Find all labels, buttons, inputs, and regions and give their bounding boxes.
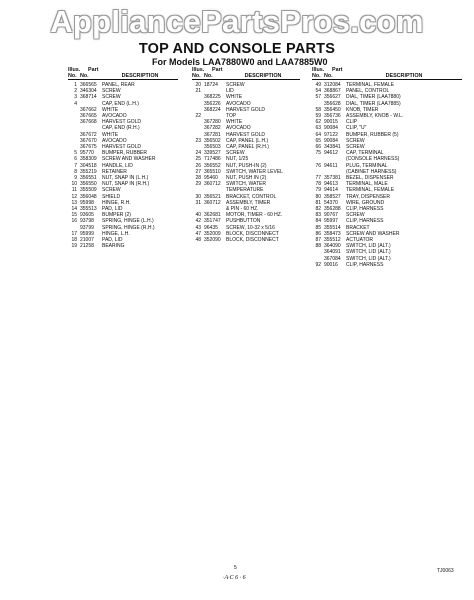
part-number: 356503 xyxy=(204,143,221,150)
illus-number: 7 xyxy=(74,162,77,169)
parts-row xyxy=(68,243,178,249)
part-number: 312084 xyxy=(324,81,341,88)
column-header xyxy=(192,73,300,80)
header-part: Part xyxy=(88,67,99,73)
header-no: No. xyxy=(312,73,321,80)
part-number: 368714 xyxy=(80,94,97,101)
illus-number: 79 xyxy=(315,187,321,194)
part-number: 351747 xyxy=(204,218,221,225)
part-number: 21258 xyxy=(80,243,94,250)
header-part-no: No. xyxy=(324,73,333,80)
part-description: TERMINAL, FEMALE xyxy=(346,187,395,194)
illus-number: 16 xyxy=(71,218,77,225)
part-description: & PIN - 60 HZ. xyxy=(226,205,259,212)
part-description: SCREW xyxy=(346,143,365,150)
part-number: 90016 xyxy=(324,261,338,268)
part-description: SWITCH, WATER xyxy=(226,181,266,188)
part-description: CLIP, HARNESS xyxy=(346,205,384,212)
part-description: SCREW, 10-32 x 5/16 xyxy=(226,224,275,231)
part-description: PUSHBUTTON xyxy=(226,218,261,225)
part-number: 356628 xyxy=(324,100,341,107)
illus-number: 24 xyxy=(195,150,201,157)
part-number: 355513 xyxy=(80,205,97,212)
part-description: DIAL, TIMER (LAA7885) xyxy=(346,100,401,107)
illus-number: 88 xyxy=(315,243,321,250)
part-description: ASSEMBLY, KNOB - W.L. xyxy=(346,112,404,119)
part-number: 95997 xyxy=(324,218,338,225)
page-number: 5 xyxy=(234,565,237,571)
illus-number: 49 xyxy=(315,81,321,88)
part-description: HANDLE, LID xyxy=(102,162,133,169)
part-description: KNOB, TIMER xyxy=(346,106,379,113)
illus-number: 87 xyxy=(315,236,321,243)
header-description: DESCRIPTION xyxy=(244,73,282,80)
part-description: BRACKET xyxy=(346,224,370,231)
part-description: SPRING, HINGE (R.H.) xyxy=(102,224,155,231)
part-description: HARVEST GOLD xyxy=(226,106,265,113)
part-description: PANEL, REAR xyxy=(102,81,135,88)
part-number: 366565 xyxy=(80,81,97,88)
part-description: CAP, PANEL (L.H.) xyxy=(226,137,269,144)
part-description: TRAY, DISPENSER xyxy=(346,193,390,200)
header-part: Part xyxy=(332,67,343,73)
illus-number: 19 xyxy=(71,243,77,250)
part-number: 367670 xyxy=(80,137,97,144)
part-number: 364090 xyxy=(324,243,341,250)
part-description: SCREW AND WASHER xyxy=(102,156,156,163)
illus-number: 58 xyxy=(315,106,321,113)
illus-number: 31 xyxy=(195,199,201,206)
part-number: 356521 xyxy=(204,193,221,200)
part-number: 357381 xyxy=(324,174,341,181)
part-number: 368224 xyxy=(204,106,221,113)
illus-number: 23 xyxy=(195,137,201,144)
part-description: SCREW xyxy=(346,212,365,219)
footer-scribble: ·A·C 6 · 6 xyxy=(223,575,246,581)
part-description: TOP xyxy=(226,112,237,119)
part-number: 94611 xyxy=(324,162,338,169)
part-number: 364091 xyxy=(324,249,341,256)
part-number: 90084 xyxy=(324,137,338,144)
part-description: HARVEST GOLD xyxy=(102,143,141,150)
part-description: WHITE xyxy=(226,94,243,101)
part-description: MOTOR, TIMER - 60 HZ. xyxy=(226,212,283,219)
parts-column-3 xyxy=(312,67,462,268)
part-number: 96435 xyxy=(204,224,218,231)
part-description: LID xyxy=(226,88,234,95)
illus-number: 10 xyxy=(71,181,77,188)
illus-number: 78 xyxy=(315,181,321,188)
illus-number: 86 xyxy=(315,230,321,237)
illus-number: 80 xyxy=(315,193,321,200)
part-number: 304518 xyxy=(80,162,97,169)
parts-row xyxy=(192,237,300,243)
part-description: AVOCADO xyxy=(102,112,127,119)
parts-column-2 xyxy=(192,67,300,243)
illus-number: 63 xyxy=(315,125,321,132)
part-number: 90084 xyxy=(324,125,338,132)
part-description: BRACKET, CONTROL xyxy=(226,193,277,200)
part-number: 367668 xyxy=(80,119,97,126)
part-description: BLOCK, DISCONNECT xyxy=(226,236,279,243)
part-description: SWITCH, LID (ALT.) xyxy=(346,249,391,256)
part-number: 368225 xyxy=(204,94,221,101)
part-description: AVOCADO xyxy=(226,100,251,107)
illus-number: 30 xyxy=(195,193,201,200)
part-number: 360712 xyxy=(204,181,221,188)
page-subtitle: For Models LAA7880W0 and LAA7885W0 xyxy=(152,57,328,67)
part-description: PAD, LID xyxy=(102,205,123,212)
part-description: BUMPER (2) xyxy=(102,212,131,219)
part-number: 368867 xyxy=(324,88,341,95)
parts-row xyxy=(312,262,462,268)
part-description: DIAL, TIMER (LAA7880) xyxy=(346,94,401,101)
part-number: 95998 xyxy=(80,199,94,206)
illus-number: 77 xyxy=(315,174,321,181)
illus-number: 11 xyxy=(71,187,77,194)
part-number: 94612 xyxy=(324,150,338,157)
part-description: CLIP xyxy=(346,119,358,126)
part-description: ACTUATOR xyxy=(346,236,374,243)
part-number: 356736 xyxy=(324,112,341,119)
illus-number: 12 xyxy=(71,193,77,200)
illus-number: 25 xyxy=(195,156,201,163)
part-number: 93605 xyxy=(80,212,94,219)
illus-number: 14 xyxy=(71,205,77,212)
part-number: 21007 xyxy=(80,236,94,243)
part-description: NUT, 1/25 xyxy=(226,156,249,163)
part-description: BLOCK, DISCONNECT xyxy=(226,230,279,237)
illus-number: 20 xyxy=(195,81,201,88)
document-code: TJ0063 xyxy=(437,568,454,574)
illus-number: 85 xyxy=(315,224,321,231)
part-description: CLIP, HARNESS xyxy=(346,218,384,225)
illus-number: 29 xyxy=(195,181,201,188)
column-header xyxy=(312,73,462,80)
illus-number: 22 xyxy=(195,112,201,119)
illus-number: 84 xyxy=(315,218,321,225)
illus-number: 27 xyxy=(195,168,201,175)
part-number: 346304 xyxy=(80,88,97,95)
illus-number: 4 xyxy=(74,100,77,107)
illus-number: 48 xyxy=(195,236,201,243)
part-number: 367672 xyxy=(80,131,97,138)
part-number: 358527 xyxy=(324,193,341,200)
illus-number: 5 xyxy=(74,150,77,157)
part-number: 95999 xyxy=(80,230,94,237)
part-number: 356550 xyxy=(80,181,97,188)
part-description: HINGE, R.H. xyxy=(102,199,131,206)
illus-number: 66 xyxy=(315,143,321,150)
part-number: 95770 xyxy=(80,150,94,157)
part-number: 367084 xyxy=(324,255,341,262)
header-description: DESCRIPTION xyxy=(385,73,423,80)
part-number: 356048 xyxy=(80,193,97,200)
part-description: SCREW xyxy=(102,187,121,194)
part-description: NUT, PUSH-IN (2) xyxy=(226,162,267,169)
illus-number: 26 xyxy=(195,162,201,169)
page-title: TOP AND CONSOLE PARTS xyxy=(138,41,336,57)
part-description: SCREW xyxy=(346,137,365,144)
part-description: AVOCADO xyxy=(226,125,251,132)
part-description: BEZEL, DISPENSER xyxy=(346,174,394,181)
part-description: SCREW xyxy=(102,88,121,95)
part-number: 358309 xyxy=(80,156,97,163)
part-description: HARVEST GOLD xyxy=(102,119,141,126)
illus-number: 18 xyxy=(71,236,77,243)
header-part-no: No. xyxy=(80,73,89,80)
part-number: 358473 xyxy=(324,230,341,237)
part-number: 355512 xyxy=(324,236,341,243)
part-description: CAP, END (L.H.) xyxy=(102,100,139,107)
header-part: Part xyxy=(212,67,223,73)
part-number: 352009 xyxy=(204,230,221,237)
part-number: 352090 xyxy=(204,236,221,243)
part-number: 18724 xyxy=(204,81,218,88)
header-illus: Illus. xyxy=(192,67,205,73)
part-description: SCREW xyxy=(102,94,121,101)
part-description: SPRING, HINGE (L.H.) xyxy=(102,218,154,225)
header-part-no: No. xyxy=(204,73,213,80)
illus-number: 43 xyxy=(195,224,201,231)
illus-number: 2 xyxy=(74,88,77,95)
part-number: 94613 xyxy=(324,181,338,188)
illus-number: 9 xyxy=(74,174,77,181)
part-number: 355514 xyxy=(324,224,341,231)
part-number: 367675 xyxy=(80,143,97,150)
illus-number: 28 xyxy=(195,174,201,181)
part-number: 360712 xyxy=(204,199,221,206)
part-description: (CONSOLE HARNESS) xyxy=(346,156,400,163)
illus-number: 15 xyxy=(71,212,77,219)
part-number: 367282 xyxy=(204,125,221,132)
part-description: BUMPER, RUBBER (5) xyxy=(346,131,399,138)
part-description: ASSEMBLY, TIMER xyxy=(226,199,271,206)
part-description: HINGE, L.H. xyxy=(102,230,130,237)
watermark: AppliancePartsPros.com xyxy=(50,4,424,39)
part-number: 95460 xyxy=(204,174,218,181)
part-number: 94614 xyxy=(324,187,338,194)
part-description: AVOCADO xyxy=(102,137,127,144)
part-description: HARVEST GOLD xyxy=(226,131,265,138)
part-description: SHIELD xyxy=(102,193,121,200)
part-description: WHITE xyxy=(226,119,243,126)
part-description: BUMPER, RUBBER xyxy=(102,150,148,157)
part-number: 356552 xyxy=(204,162,221,169)
part-number: 367281 xyxy=(204,131,221,138)
part-description: SCREW AND WASHER xyxy=(346,230,400,237)
header-no: No. xyxy=(192,73,201,80)
illus-number: 21 xyxy=(195,88,201,95)
illus-number: 62 xyxy=(315,119,321,126)
illus-number: 75 xyxy=(315,150,321,157)
part-description: SWITCH, WATER LEVEL xyxy=(226,168,283,175)
header-illus: Illus. xyxy=(312,67,325,73)
part-description: NUT, SNAP IN (L.H.) xyxy=(102,174,149,181)
illus-number: 65 xyxy=(315,137,321,144)
part-description: TEMPERATURE xyxy=(226,187,264,194)
part-description: BEARING xyxy=(102,243,125,250)
part-number: 54370 xyxy=(324,199,338,206)
illus-number: 81 xyxy=(315,199,321,206)
illus-number: 1 xyxy=(74,81,77,88)
part-description: RETAINER xyxy=(102,168,127,175)
illus-number: 59 xyxy=(315,112,321,119)
part-description: CLIP, HARNESS xyxy=(346,261,384,268)
column-header xyxy=(68,73,178,80)
part-number: 367280 xyxy=(204,119,221,126)
part-number: 93799 xyxy=(80,224,94,231)
illus-number: 92 xyxy=(315,261,321,268)
part-description: CAP, END (R.H.) xyxy=(102,125,140,132)
parts-column-1 xyxy=(68,67,178,249)
illus-number: 42 xyxy=(195,218,201,225)
part-description: CLIP, "U" xyxy=(346,125,367,132)
part-description: SCREW xyxy=(226,81,245,88)
part-number: 356226 xyxy=(204,100,221,107)
part-number: 356551 xyxy=(80,174,97,181)
illus-number: 82 xyxy=(315,205,321,212)
part-number: 356450 xyxy=(324,106,341,113)
illus-number: 57 xyxy=(315,94,321,101)
header-description: DESCRIPTION xyxy=(121,73,159,80)
part-number: 343841 xyxy=(324,143,341,150)
part-description: (CABINET HARNESS) xyxy=(346,168,397,175)
part-description: PLUG, TERMINAL xyxy=(346,162,388,169)
illus-number: 64 xyxy=(315,131,321,138)
part-description: PAD, LID xyxy=(102,236,123,243)
part-number: 90015 xyxy=(324,119,338,126)
part-description: NUT, SNAP IN (R.H.) xyxy=(102,181,150,188)
part-number: 97122 xyxy=(324,131,338,138)
part-number: 356288 xyxy=(324,205,341,212)
part-description: PANEL, CONTROL xyxy=(346,88,390,95)
part-number: 356627 xyxy=(324,94,341,101)
part-number: 355509 xyxy=(80,187,97,194)
part-description: WHITE xyxy=(102,106,119,113)
part-number: 90767 xyxy=(324,212,338,219)
part-description: TERMINAL, MALE xyxy=(346,181,388,188)
part-number: 356502 xyxy=(204,137,221,144)
part-description: SCREW xyxy=(226,150,245,157)
part-description: TERMINAL, FEMALE xyxy=(346,81,395,88)
part-description: CAP, PANEL (R.H.) xyxy=(226,143,269,150)
part-description: SWITCH, LID (ALT.) xyxy=(346,255,391,262)
part-number: 339527 xyxy=(204,150,221,157)
illus-number: 3 xyxy=(74,94,77,101)
illus-number: 76 xyxy=(315,162,321,169)
part-number: 367665 xyxy=(80,112,97,119)
part-description: CAP, TERMINAL xyxy=(346,150,384,157)
part-description: NUT, PUSH IN (2) xyxy=(226,174,267,181)
header-illus: Illus. xyxy=(68,67,81,73)
part-description: WHITE xyxy=(102,131,119,138)
part-description: WIRE, GROUND xyxy=(346,199,385,206)
part-number: 717486 xyxy=(204,156,221,163)
illus-number: 54 xyxy=(315,88,321,95)
header-no: No. xyxy=(68,73,77,80)
part-number: 362681 xyxy=(204,212,221,219)
illus-number: 13 xyxy=(71,199,77,206)
illus-number: 83 xyxy=(315,212,321,219)
illus-number: 8 xyxy=(74,168,77,175)
part-number: 365510 xyxy=(204,168,221,175)
part-number: 93798 xyxy=(80,218,94,225)
part-number: 367662 xyxy=(80,106,97,113)
illus-number: 6 xyxy=(74,156,77,163)
part-number: 355219 xyxy=(80,168,97,175)
illus-number: 17 xyxy=(71,230,77,237)
illus-number: 47 xyxy=(195,230,201,237)
illus-number: 40 xyxy=(195,212,201,219)
part-description: SWITCH, LID (ALT.) xyxy=(346,243,391,250)
